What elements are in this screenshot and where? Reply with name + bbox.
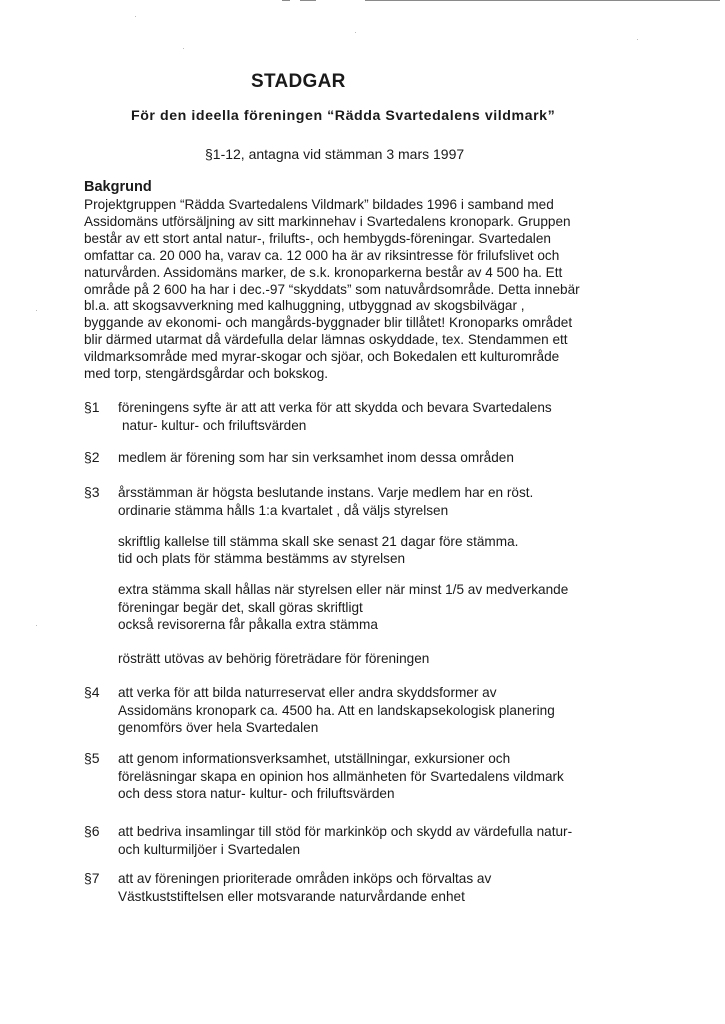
- scan-artifact: [365, 0, 720, 1]
- section-number: §3: [84, 484, 100, 500]
- text-line: omfattar ca. 20 000 ha, varav ca. 12 000 ha är av riksintresse för frilufslivet och: [84, 247, 560, 263]
- text-line: genomförs över hela Svartedalen: [118, 720, 319, 735]
- section-number: §1: [84, 399, 100, 415]
- section-paragraph: [118, 533, 518, 567]
- text-line: byggande av ekonomi- och mangårds-byggnader blir tillåtet! Kronoparks området: [84, 315, 573, 331]
- scan-speck: [135, 16, 136, 17]
- section-number: §5: [84, 750, 100, 766]
- text-line: tid och plats för stämma bestämms av styrelsen: [118, 551, 406, 566]
- section-text: [118, 750, 564, 803]
- scan-artifact: [300, 0, 316, 1]
- text-line: att bedriva insamlingar till stöd för markinköp och skydd av värdefulla natur-: [118, 824, 573, 839]
- adoption-note: §1-12, antagna vid stämman 3 mars 1997: [205, 146, 465, 162]
- text-line: och kulturmiljöer i Svartedalen: [118, 841, 301, 857]
- section-number: §4: [84, 684, 100, 700]
- text-line: extra stämma skall hållas när styrelsen eller när minst 1/5 av medverkande: [118, 582, 569, 597]
- text-line: består av ett stort antal natur-, frilufts-, och hembygds-föreningar. Svartedalen: [84, 230, 551, 246]
- text-line: Assidomäns kronopark ca. 4500 ha. Att en landskapsekologisk planering: [118, 702, 555, 718]
- scan-speck: [36, 625, 37, 626]
- text-line: naturvården. Assidomäns marker, de s.k. kronoparkerna består av 4 500 ha. Ett: [84, 264, 563, 280]
- text-line: blir därmed utarmat då värdefulla delar lämnas oskyddade, tex. Stendammen ett: [84, 332, 568, 348]
- text-line: Västkuststiftelsen eller motsvarande naturvårdande enhet: [118, 888, 465, 904]
- text-line: bl.a. att skogsavverkning med kalhuggning, utbyggnad av skogsbilvägar ,: [84, 298, 525, 314]
- scan-speck: [36, 310, 37, 311]
- text-line: att verka för att bilda naturreservat eller andra skyddsformer av: [118, 685, 497, 700]
- text-line: att genom informationsverksamhet, utställningar, exkursioner och: [118, 751, 511, 766]
- section-number: §7: [84, 870, 100, 886]
- section-text: [118, 399, 552, 434]
- text-line: och dess stora natur- kultur- och friluftsvärden: [118, 786, 395, 801]
- document-title: STADGAR: [251, 71, 346, 92]
- text-line: ordinarie stämma hålls 1:a kvartalet , då väljs styrelsen: [118, 502, 449, 518]
- text-line: område på 2 600 ha har i dec.-97 “skyddats” som natuvårdsområde. Detta innebär: [84, 281, 580, 297]
- text-line: med torp, stengärdsgårdar och bokskog.: [84, 366, 329, 382]
- background-heading: Bakgrund: [84, 179, 152, 195]
- section-number: §2: [84, 449, 100, 465]
- text-line: föreningar begär det, skall göras skriftligt: [118, 599, 363, 615]
- section-number: §6: [84, 823, 100, 839]
- section-text: [118, 823, 572, 858]
- text-line: föreningens syfte är att att verka för att skydda och bevara Svartedalens: [118, 400, 552, 415]
- text-line: också revisorerna får påkalla extra stämma: [118, 617, 378, 632]
- section-text: [118, 684, 555, 737]
- section-paragraph: [118, 581, 568, 634]
- text-line: att av föreningen prioriterade områden inköps och förvaltas av: [118, 871, 492, 886]
- text-line: Projektgruppen “Rädda Svartedalens Vildmark” bildades 1996 i samband med: [84, 197, 554, 212]
- text-line: rösträtt utövas av behörig företrädare för föreningen: [118, 651, 430, 666]
- scan-speck: [355, 32, 356, 33]
- text-line: föreläsningar skapa en opinion hos allmänheten för Svartedalens vildmark: [118, 768, 564, 784]
- section-text: [118, 870, 491, 905]
- section-text: [118, 449, 514, 467]
- document-subtitle: För den ideella föreningen “Rädda Svartedalens vildmark”: [131, 108, 556, 124]
- scan-speck: [183, 48, 184, 49]
- text-line: vildmarksområde med myrar-skogar och sjöar, och Bokedalen ett kulturområde: [84, 349, 560, 365]
- text-line: årsstämman är högsta beslutande instans. Varje medlem har en röst.: [118, 485, 534, 500]
- text-line: natur- kultur- och friluftsvärden: [122, 417, 307, 433]
- text-line: Assidomäns utförsäljning av sitt markinnehav i Svartedalens kronopark. Gruppen: [84, 213, 571, 229]
- text-line: medlem är förening som har sin verksamhet inom dessa områden: [118, 450, 514, 465]
- scan-artifact: [282, 0, 290, 1]
- background-paragraph: [84, 197, 580, 383]
- text-line: skriftlig kallelse till stämma skall ske senast 21 dagar före stämma.: [118, 534, 519, 549]
- section-paragraph: [118, 650, 429, 668]
- scan-speck: [637, 39, 638, 40]
- section-text: [118, 484, 533, 519]
